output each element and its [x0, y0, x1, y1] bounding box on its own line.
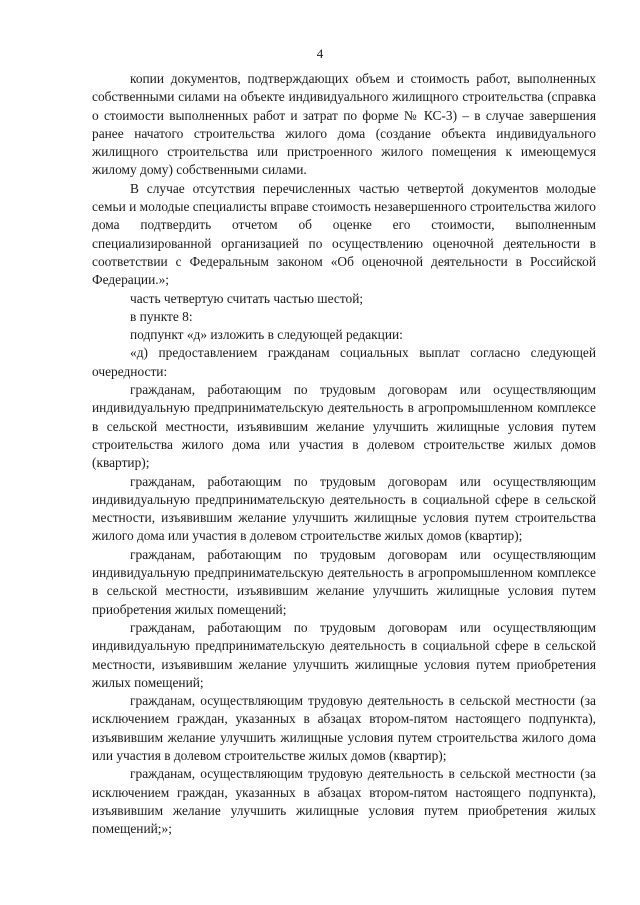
paragraph-priority-2: гражданам, работающим по трудовым договорам или осуществляющим индивидуальную предпринимательскую деятельность в социальной сфере в сельской местности, изъявившим желание улучшить жилищные условия путем строительства жилого дома или участия в долевом строительстве жилых домов (квартир); [92, 473, 596, 544]
paragraph-subitem-d-intro: подпункт «д» изложить в следующей редакции: [130, 327, 403, 343]
document-body [92, 70, 596, 838]
page-number: 4 [316, 46, 324, 61]
paragraph-ks3-documents: копии документов, подтверждающих объем и стоимость работ, выполненных собственными силами на объекте индивидуального жилищного строительства (справка о стоимости выполненных работ и затрат по форме № КС-3) – в случае завершения ранее начатого строительства жилого дома (создание объекта индивидуального жилищного строительства или пристроенного жилого помещения к имеющемуся жилому дому) собственными силами. [92, 71, 596, 178]
paragraph-part-renumber: часть четвертую считать частью шестой; [130, 290, 364, 306]
paragraph-valuation-report: В случае отсутствия перечисленных частью четвертой документов молодые семьи и молодые специалисты вправе стоимость незавершенного строительства жилого дома подтвердить отчетом об оценке его стоимости, выполненным специализированной организацией по осуществлению оценочной деятельности в соответствии с Федеральным законом «Об оценочной деятельности в Российской Федерации.»; [92, 180, 596, 288]
paragraph-priority-3: гражданам, работающим по трудовым договорам или осуществляющим индивидуальную предпринимательскую деятельность в агропромышленном комплексе в сельской местности, изъявившим желание улучшить жилищные условия путем приобретения жилых помещений; [92, 546, 596, 617]
paragraph-priority-4: гражданам, работающим по трудовым договорам или осуществляющим индивидуальную предпринимательскую деятельность в социальной сфере в сельской местности, изъявившим желание улучшить жилищные условия путем приобретения жилых помещений; [92, 619, 596, 690]
paragraph-priority-1: гражданам, работающим по трудовым договорам или осуществляющим индивидуальную предпринимательскую деятельность в агропромышленном комплексе в сельской местности, изъявившим желание улучшить жилищные условия путем строительства жилого дома или участия в долевом строительстве жилых домов (квартир); [92, 382, 596, 471]
paragraph-priority-6: гражданам, осуществляющим трудовую деятельность в сельской местности (за исключением граждан, указанных в абзацах втором-пятом настоящего подпункта), изъявившим желание улучшить жилищные условия путем приобретения жилых помещений;»; [92, 766, 596, 837]
paragraph-subitem-d: «д) предоставлением гражданам социальных выплат согласно следующей очередности: [92, 345, 596, 379]
paragraph-priority-5: гражданам, осуществляющим трудовую деятельность в сельской местности (за исключением граждан, указанных в абзацах втором-пятом настоящего подпункта), изъявившим желание улучшить жилищные условия путем строительства жилого дома или участия в долевом строительстве жилых домов (квартир); [92, 693, 596, 763]
paragraph-item-8: в пункте 8: [130, 308, 193, 324]
